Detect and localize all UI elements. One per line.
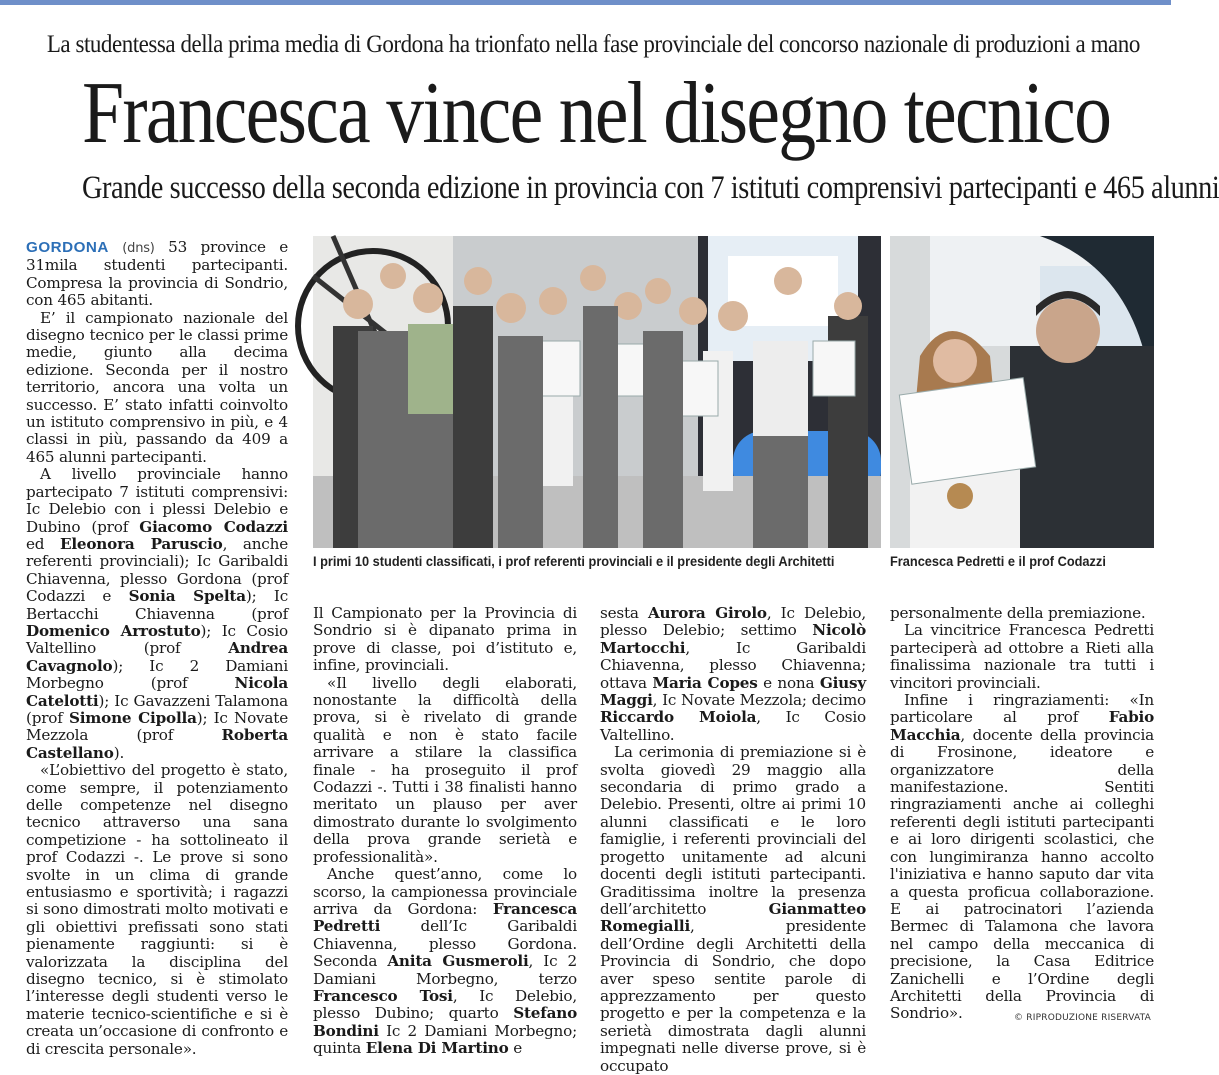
paragraph: La cerimonia di premiazione si è svolta giovedì 29 maggio alla secondaria di primo grado a Delebio. Presenti, oltre ai primi 10 alunni classificati e le loro famiglie, i referenti provinciali del progetto unitamente ad alcuni docenti degli istituti partecipanti. Graditissima inoltre la presenza dell’architetto Gianmatteo Romegialli, presidente dell’Ordine degli Architetti della Provincia di Sondrio, che dopo aver speso sentite parole di apprezzamento per questo progetto e per la competenza e la serietà dimostrata dagli alunni impegnati nelle diverse prove, si è occupato <box>600 743 866 1075</box>
paragraph: Infine i ringraziamenti: «In particolare al prof Fabio Macchia, docente della provincia di Frosinone, ideatore e organizzatore della manifestazione. Sentiti ringraziamenti anche ai colleghi referenti degli istituti partecipanti e ai loro dirigenti scolastici, che con lungimiranza hanno accolto l'iniziativa e hanno saputo dar vita a questa proficua collaborazione. E ai patrocinatori l’azienda Bermec di Talamona che lavora nel campo della meccanica di precisione, la Casa Editrice Zanichelli e l’Ordine degli Architetti della Provincia di Sondrio». <box>890 691 1154 1023</box>
kicker: La studentessa della prima media di Gordona ha trionfato nella fase provinciale del concorso nazionale di produzioni a mano <box>46 31 1140 58</box>
paragraph: Anche quest’anno, come lo scorso, la campionessa provinciale arriva da Gordona: Francesca Pedretti dell’Ic Garibaldi Chiavenna, plesso Gordona. Seconda Anita Gusmeroli, Ic 2 Damiani Morbegno, terzo Francesco Tosi, Ic Delebio, plesso Dubino; quarto Stefano Bondini Ic 2 Damiani Morbegno; quinta Elena Di Martino e <box>313 865 578 1058</box>
article-column-3 <box>600 604 867 1075</box>
paragraph: A livello provinciale hanno partecipato 7 istituti comprensivi: Ic Delebio con i plessi Delebio e Dubino (prof Giacomo Codazzi ed Eleonora Paruscio, anche referenti provinciali); Ic Garibaldi Chiavenna, plesso Gordona (prof Codazzi e Sonia Spelta); Ic Bertacchi Chiavenna (prof Domenico Arrostuto); Ic Cosio Valtellino (prof Andrea Cavagnolo); Ic 2 Damiani Morbegno (prof Nicola Catelotti); Ic Gavazzeni Talamona (prof Simone Cipolla); Ic Novate Mezzola (prof Roberta Castellano). <box>26 465 288 762</box>
paragraph: La vincitrice Francesca Pedretti parteciperà ad ottobre a Rieti alla finalissima nazionale tra tutti i vincitori provinciali. <box>890 621 1154 692</box>
paragraph: sesta Aurora Girolo, Ic Delebio, plesso Delebio; settimo Nicolò Martocchi, Ic Garibaldi Chiavenna, plesso Chiavenna; ottava Maria Copes e nona Giusy Maggi, Ic Novate Mezzola; decimo Riccardo Moiola, Ic Cosio Valtellino. <box>600 604 867 744</box>
copyright-notice: © RIPRODUZIONE RISERVATA <box>1014 1013 1151 1023</box>
winner-photo-caption: Francesca Pedretti e il prof Codazzi <box>890 554 1106 569</box>
byline: (dns) <box>122 241 155 256</box>
winner-photo <box>890 236 1154 548</box>
paragraph: «Il livello degli elaborati, nonostante la difficoltà della prova, si è rivelato di grande qualità e non è stato facile arrivare a stilare la classifica finale - ha proseguito il prof Codazzi -. Tutti i 38 finalisti hanno meritato un plauso per aver dimostrato durante lo svolgimento della prova grande serietà e professionalità». <box>313 673 577 866</box>
subheadline: Grande successo della seconda edizione in provincia con 7 istituti comprensivi partecipanti e 465 alunni <box>81 170 1219 206</box>
group-photo <box>313 236 881 548</box>
article-column-1 <box>26 238 288 1058</box>
paragraph: E’ il campionato nazionale del disegno tecnico per le classi prime medie, giunto alla decima edizione. Seconda per il nostro territorio, ancora una volta un successo. E’ stato infatti coinvolto un istituto comprensivo in più, e 4 classi in più, passando da 409 a 465 alunni partecipanti. <box>26 308 288 466</box>
group-photo-caption: I primi 10 studenti classificati, i prof referenti provinciali e il presidente degli Architetti <box>313 554 835 569</box>
paragraph: Il Campionato per la Provincia di Sondrio si è dipanato prima in prove di classe, poi d’istituto e, infine, provinciali. <box>313 604 577 675</box>
winner-photo-image <box>890 236 1154 548</box>
headline: Francesca vince nel disegno tecnico <box>81 65 1111 162</box>
top-accent-bar <box>0 0 1171 5</box>
paragraph: «L’obiettivo del progetto è stato, come sempre, il potenziamento delle competenze nel disegno tecnico attraverso una sana competizione - ha sottolineato il prof Codazzi -. Le prove si sono svolte in un clima di grande entusiasmo e sportività; i ragazzi si sono dimostrati molto motivati e gli obiettivi prefissati sono stati pienamente raggiunti: si è valorizzata la disciplina del disegno tecnico, si è stimolato l’interesse degli studenti verso le materie tecnico-scientifiche e si è creata un’occasione di confronto e di crescita personale». <box>26 761 288 1058</box>
article-column-2 <box>313 604 578 1058</box>
paragraph: GORDONA (dns) 53 province e 31mila studenti partecipanti. Compresa la provincia di Sondrio, con 465 abitanti. <box>26 238 288 310</box>
dateline-place: GORDONA <box>26 239 109 256</box>
paragraph: personalmente della premiazione. <box>890 604 1146 622</box>
group-photo-image <box>313 236 881 548</box>
